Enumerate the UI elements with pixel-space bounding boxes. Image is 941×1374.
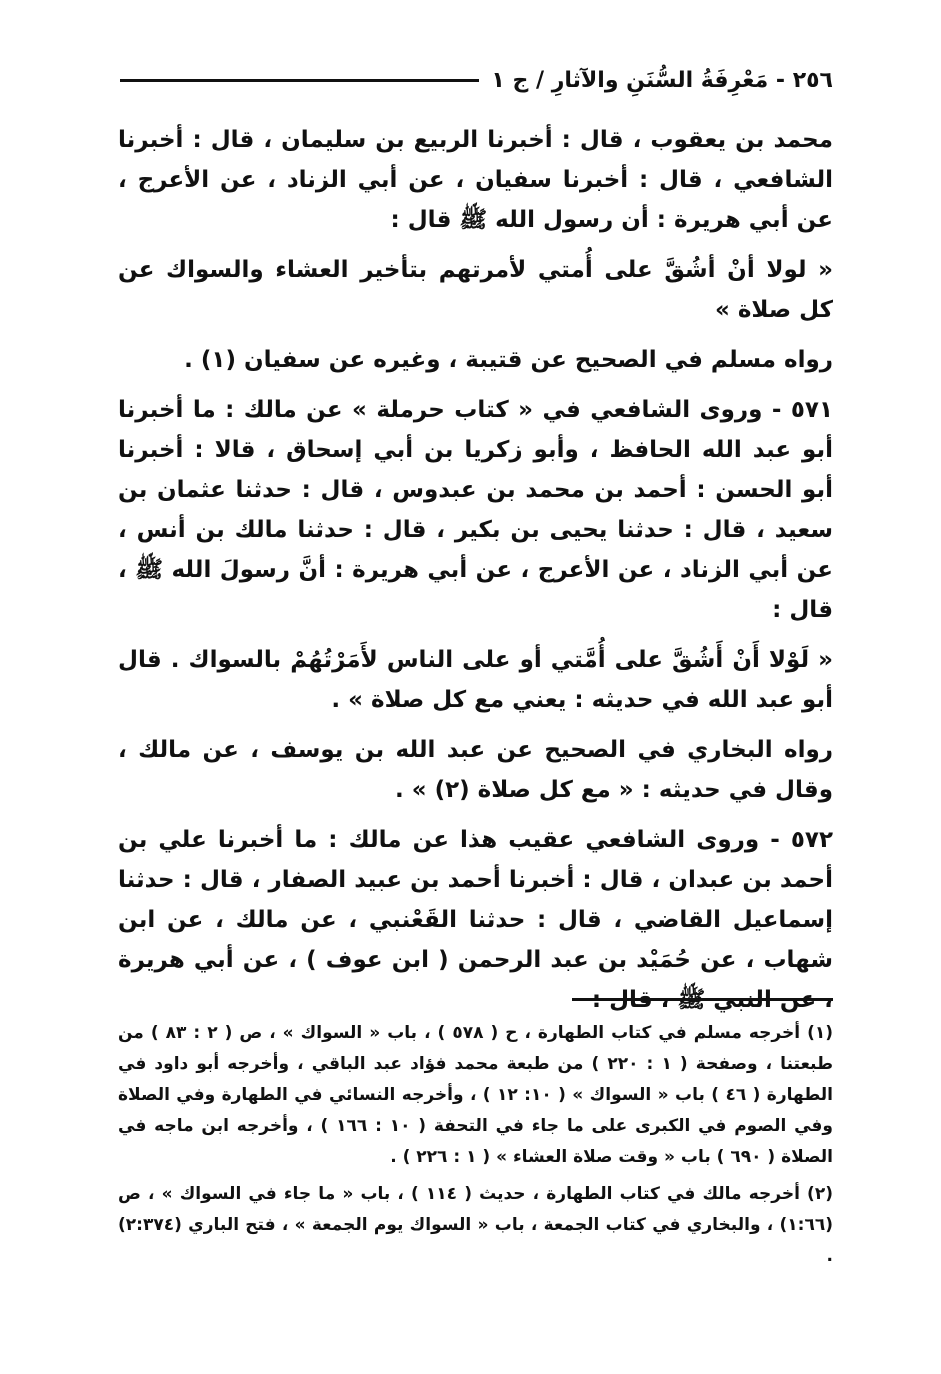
paragraph: محمد بن يعقوب ، قال : أخبرنا الربيع بن سليمان ، قال : أخبرنا الشافعي ، قال : أخبرنا سفيان ، عن أبي الزناد ، عن الأعرج ، عن أبي هريرة : أن رسول الله ﷺ قال : <box>118 127 833 233</box>
paragraph: رواه مسلم في الصحيح عن قتيبة ، وغيره عن سفيان (١) . <box>184 347 833 373</box>
footnote-rule <box>572 998 833 1001</box>
hadith-quote: « لَوْلا أَنْ أَشُقَّ على أُمَّتي أو على الناس لأَمَرْتُهُمْ بالسواك . قال أبو عبد الله في حديثه : يعني مع كل صلاة » . <box>118 647 833 713</box>
paragraph: رواه البخاري في الصحيح عن عبد الله بن يوسف ، عن مالك ، وقال في حديثه : « مع كل صلاة (٢) » . <box>118 737 833 803</box>
footnote-2: (٢) أخرجه مالك في كتاب الطهارة ، حديث ( ١١٤ ) ، باب « ما جاء في السواك » ، ص (١:٦٦) ، والبخاري في كتاب الجمعة ، باب « السواك يوم الجمعة » ، فتح الباري (٢:٣٧٤) . <box>118 1184 833 1266</box>
page-header <box>120 62 833 98</box>
footnote-1: (١) أخرجه مسلم في كتاب الطهارة ، ح ( ٥٧٨ ) ، باب « السواك » ، ص ( ٢ : ٨٣ ) من طبعتنا ، وصفحة ( ١ : ٢٢٠ ) من طبعة محمد فؤاد عبد الباقي ، وأخرجه أبو داود في الطهارة ( ٤٦ ) باب « السواك » ( ١٠: ١٢ ) ، وأخرجه النسائي في الطهارة وفي الصلاة وفي الصوم في الكبرى على ما جاء في التحفة ( ١٠ : ١٦٦ ) ، وأخرجه ابن ماجه في الصلاة ( ٦٩٠ ) باب « وقت صلاة العشاء » ( ١ : ٢٢٦ ) . <box>118 1023 834 1167</box>
header-rule <box>120 79 479 82</box>
running-title: ٢٥٦ - مَعْرِفَةُ السُّنَنِ والآثارِ / ج ١ <box>491 67 833 93</box>
hadith-entry-571: ٥٧١ - وروى الشافعي في « كتاب حرملة » عن مالك : ما أخبرنا أبو عبد الله الحافظ ، وأبو زكريا بن أبي إسحاق ، قالا : أخبرنا أبو الحسن : أحمد بن محمد بن عبدوس ، قال : حدثنا عثمان بن سعيد ، قال : حدثنا يحيى بن بكير ، قال : حدثنا مالك بن أنس ، عن أبي الزناد ، عن الأعرج ، عن أبي هريرة : أنَّ رسولَ الله ﷺ ، قال : <box>118 397 833 623</box>
hadith-entry-572: ٥٧٢ - وروى الشافعي عقيب هذا عن مالك : ما أخبرنا علي بن أحمد بن عبدان ، قال : أخبرنا أحمد بن عبيد الصفار ، قال : حدثنا إسماعيل القاضي ، قال : حدثنا القَعْنبي ، عن مالك ، عن ابن شهاب ، عن حُمَيْد بن عبد الرحمن ( ابن عوف ) ، عن أبي هريرة ، عن النبي ﷺ ، قال : <box>118 827 833 1013</box>
footnotes <box>118 1018 833 1278</box>
main-text <box>118 120 833 1030</box>
hadith-quote: « لولا أنْ أشُقَّ على أُمتي لأمرتهم بتأخير العشاء والسواك عن كل صلاة » <box>118 257 833 323</box>
